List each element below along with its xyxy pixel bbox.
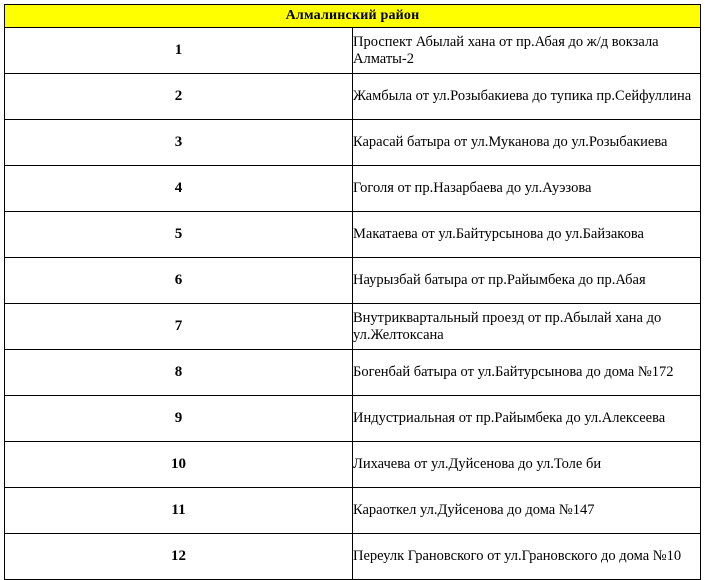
table-row [5,212,701,258]
table-row [5,258,701,304]
row-number: 2 [5,74,353,120]
row-street-name: Переулк Грановского от ул.Грановского до дома №10 [353,534,701,580]
table-title-row [5,5,701,28]
row-street-name: Жамбыла от ул.Розыбакиева до тупика пр.Сейфуллина [353,74,701,120]
table-row [5,120,701,166]
table-row [5,396,701,442]
street-list-table [4,4,701,580]
row-number: 4 [5,166,353,212]
row-street-name: Наурызбай батыра от пр.Райымбека до пр.Абая [353,258,701,304]
row-street-name: Богенбай батыра от ул.Байтурсынова до дома №172 [353,350,701,396]
row-street-name: Лихачева от ул.Дуйсенова до ул.Толе би [353,442,701,488]
table-row [5,166,701,212]
table-row [5,28,701,74]
row-street-name: Индустриальная от пр.Райымбека до ул.Алексеева [353,396,701,442]
row-street-name: Караоткел ул.Дуйсенова до дома №147 [353,488,701,534]
table-title: Алмалинский район [5,5,701,28]
row-street-name: Проспект Абылай хана от пр.Абая до ж/д вокзала Алматы-2 [353,28,701,74]
table-row [5,488,701,534]
row-street-name: Внутриквартальный проезд от пр.Абылай хана до ул.Желтоксана [353,304,701,350]
table-row [5,442,701,488]
table-row [5,534,701,580]
table-row [5,304,701,350]
row-number: 8 [5,350,353,396]
row-number: 12 [5,534,353,580]
table-row [5,350,701,396]
row-number: 7 [5,304,353,350]
row-number: 3 [5,120,353,166]
row-number: 9 [5,396,353,442]
row-number: 6 [5,258,353,304]
table-body [5,5,701,580]
row-street-name: Гоголя от пр.Назарбаева до ул.Ауэзова [353,166,701,212]
row-number: 11 [5,488,353,534]
table-row [5,74,701,120]
row-number: 10 [5,442,353,488]
row-number: 1 [5,28,353,74]
row-street-name: Карасай батыра от ул.Муканова до ул.Розыбакиева [353,120,701,166]
row-street-name: Макатаева от ул.Байтурсынова до ул.Байзакова [353,212,701,258]
row-number: 5 [5,212,353,258]
